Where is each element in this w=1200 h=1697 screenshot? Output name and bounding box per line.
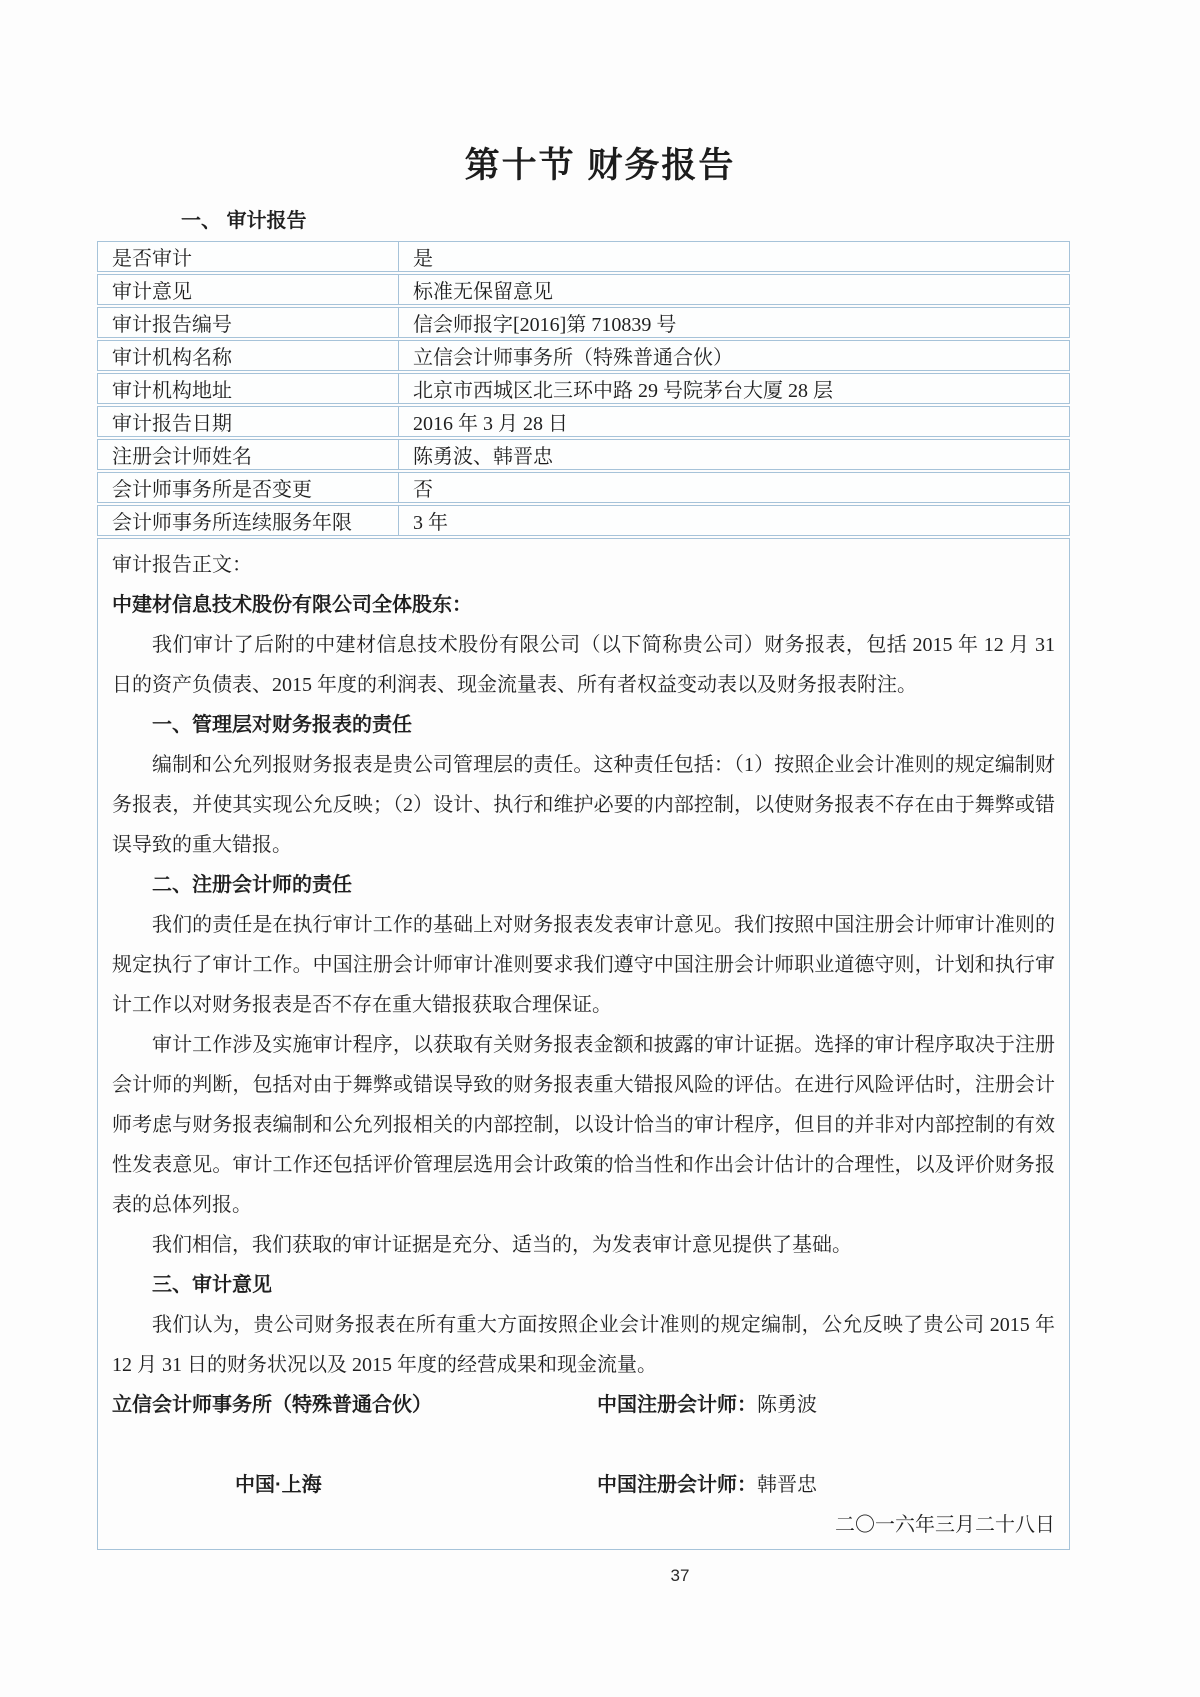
signature-row-location (112, 1465, 1055, 1505)
firm-location: 中国·上海 (235, 1474, 322, 1496)
row-label: 会计师事务所是否变更 (97, 472, 399, 503)
row-value: 标准无保留意见 (399, 274, 1070, 305)
cpa-signature-1 (597, 1385, 817, 1425)
row-value: 2016 年 3 月 28 日 (399, 406, 1070, 437)
report-subheading-cpa-responsibility: 二、注册会计师的责任 (152, 874, 352, 896)
row-label: 注册会计师姓名 (97, 439, 399, 470)
table-row (97, 274, 1070, 305)
table-row (97, 439, 1070, 470)
row-value: 是 (399, 241, 1070, 272)
table-row (97, 241, 1070, 272)
row-value: 立信会计师事务所（特殊普通合伙） (399, 340, 1070, 371)
report-subheading-audit-opinion: 三、审计意见 (152, 1274, 272, 1296)
row-label: 会计师事务所连续服务年限 (97, 505, 399, 536)
row-label: 审计机构地址 (97, 373, 399, 404)
row-label: 是否审计 (97, 241, 399, 272)
audit-firm-name: 立信会计师事务所（特殊普通合伙） (112, 1394, 432, 1416)
row-label: 审计机构名称 (97, 340, 399, 371)
row-value: 北京市西城区北三环中路 29 号院茅台大厦 28 层 (399, 373, 1070, 404)
page-number: 37 (670, 1566, 690, 1585)
report-paragraph: 编制和公允列报财务报表是贵公司管理层的责任。这种责任包括：（1）按照企业会计准则的规定编制财务报表，并使其实现公允反映；（2）设计、执行和维护必要的内部控制，以使财务报表不存在由于舞弊或错误导致的重大错报。 (112, 754, 1055, 856)
table-row (97, 406, 1070, 437)
section-heading-audit-report: 一、 审计报告 (181, 210, 307, 232)
cpa-signature-2 (597, 1465, 817, 1505)
table-row (97, 505, 1070, 536)
report-paragraph: 我们相信，我们获取的审计证据是充分、适当的，为发表审计意见提供了基础。 (152, 1234, 852, 1256)
row-label: 审计报告编号 (97, 307, 399, 338)
cpa-label: 中国注册会计师： (597, 1394, 757, 1416)
report-body-label: 审计报告正文： (112, 554, 252, 576)
report-subheading-management-responsibility: 一、管理层对财务报表的责任 (152, 714, 412, 736)
report-paragraph: 我们的责任是在执行审计工作的基础上对财务报表发表审计意见。我们按照中国注册会计师审计准则的规定执行了审计工作。中国注册会计师审计准则要求我们遵守中国注册会计师职业道德守则，计划和执行审计工作以对财务报表是否不存在重大错报获取合理保证。 (112, 914, 1055, 1016)
audit-info-table-body (97, 241, 1070, 536)
audit-report-text-box (97, 538, 1070, 1550)
table-row (97, 472, 1070, 503)
row-label: 审计意见 (97, 274, 399, 305)
cpa-name: 陈勇波 (757, 1394, 817, 1416)
table-row (97, 373, 1070, 404)
audit-info-table (97, 239, 1070, 538)
row-value: 否 (399, 472, 1070, 503)
report-paragraph: 我们认为，贵公司财务报表在所有重大方面按照企业会计准则的规定编制，公允反映了贵公司 2015 年 12 月 31 日的财务状况以及 2015 年度的经营成果和现金流量。 (112, 1314, 1055, 1376)
report-date: 二〇一六年三月二十八日 (835, 1514, 1055, 1536)
table-row (97, 340, 1070, 371)
row-label: 审计报告日期 (97, 406, 399, 437)
cpa-name: 韩晋忠 (757, 1474, 817, 1496)
table-row (97, 307, 1070, 338)
row-value: 陈勇波、韩晋忠 (399, 439, 1070, 470)
cpa-label: 中国注册会计师： (597, 1474, 757, 1496)
row-value: 信会师报字[2016]第 710839 号 (399, 307, 1070, 338)
report-addressee: 中建材信息技术股份有限公司全体股东： (112, 594, 472, 616)
page-title: 第十节 财务报告 (464, 146, 736, 185)
report-paragraph: 审计工作涉及实施审计程序，以获取有关财务报表金额和披露的审计证据。选择的审计程序取决于注册会计师的判断，包括对由于舞弊或错误导致的财务报表重大错报风险的评估。在进行风险评估时，注册会计师考虑与财务报表编制和公允列报相关的内部控制，以设计恰当的审计程序，但目的并非对内部控制的有效性发表意见。审计工作还包括评价管理层选用会计政策的恰当性和作出会计估计的合理性，以及评价财务报表的总体列报。 (112, 1034, 1055, 1216)
report-paragraph: 我们审计了后附的中建材信息技术股份有限公司（以下简称贵公司）财务报表，包括 2015 年 12 月 31 日的资产负债表、2015 年度的利润表、现金流量表、所有者权益变动表以及财务报表附注。 (112, 634, 1055, 696)
row-value: 3 年 (399, 505, 1070, 536)
signature-row-firm (112, 1385, 1055, 1425)
